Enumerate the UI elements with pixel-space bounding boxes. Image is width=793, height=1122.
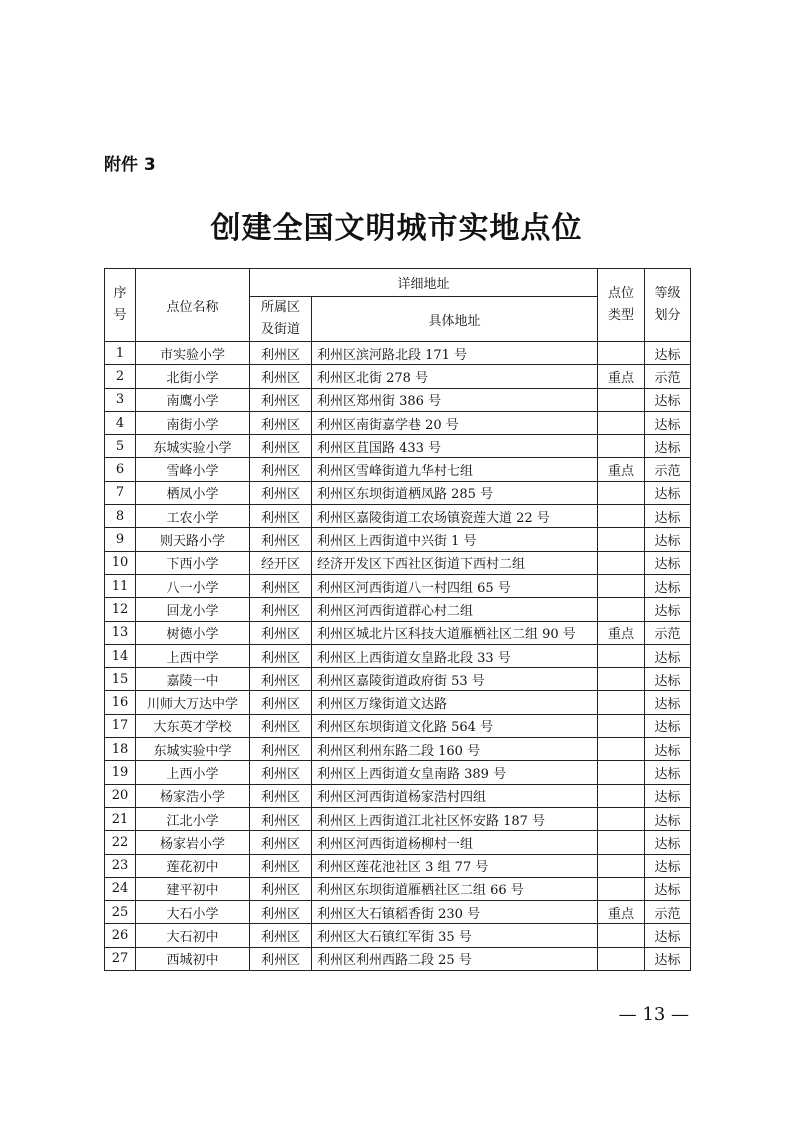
cell-grade: 达标 [645,924,691,947]
cell-grade: 达标 [645,738,691,761]
cell-name: 工农小学 [136,505,250,528]
header-type: 点位类型 [598,269,645,342]
cell-name: 莲花初中 [136,854,250,877]
table-row [105,924,691,947]
cell-address: 利州区南街嘉学巷 20 号 [312,411,598,434]
cell-seq: 7 [105,481,136,504]
cell-seq: 3 [105,388,136,411]
cell-seq: 25 [105,901,136,924]
attachment-label: 附件 3 [104,155,156,175]
cell-address: 利州区万缘街道文达路 [312,691,598,714]
cell-name: 回龙小学 [136,598,250,621]
cell-seq: 27 [105,947,136,970]
cell-grade: 示范 [645,458,691,481]
cell-grade: 达标 [645,435,691,458]
cell-seq: 17 [105,714,136,737]
cell-district: 利州区 [250,691,312,714]
cell-district: 利州区 [250,784,312,807]
cell-district: 利州区 [250,411,312,434]
cell-seq: 24 [105,877,136,900]
cell-district: 利州区 [250,528,312,551]
header-detail-address: 具体地址 [312,297,598,342]
cell-grade: 示范 [645,621,691,644]
cell-address: 利州区河西街道杨柳村一组 [312,831,598,854]
cell-seq: 13 [105,621,136,644]
cell-grade: 达标 [645,691,691,714]
cell-name: 上西小学 [136,761,250,784]
cell-name: 树德小学 [136,621,250,644]
cell-grade: 达标 [645,551,691,574]
cell-type [598,342,645,365]
cell-name: 则天路小学 [136,528,250,551]
cell-seq: 10 [105,551,136,574]
cell-address: 利州区东坝街道栖凤路 285 号 [312,481,598,504]
cell-district: 利州区 [250,668,312,691]
cell-grade: 达标 [645,784,691,807]
table-row [105,621,691,644]
table-row [105,342,691,365]
cell-seq: 5 [105,435,136,458]
table-row [105,528,691,551]
cell-address: 利州区河西街道群心村二组 [312,598,598,621]
cell-name: 北街小学 [136,365,250,388]
cell-seq: 23 [105,854,136,877]
cell-grade: 达标 [645,668,691,691]
cell-name: 川师大万达中学 [136,691,250,714]
cell-name: 大石初中 [136,924,250,947]
cell-type [598,388,645,411]
cell-district: 利州区 [250,505,312,528]
cell-type [598,411,645,434]
cell-district: 利州区 [250,854,312,877]
cell-grade: 达标 [645,807,691,830]
table-row [105,761,691,784]
table-row [105,481,691,504]
table-row [105,668,691,691]
cell-district: 利州区 [250,481,312,504]
cell-grade: 达标 [645,761,691,784]
cell-grade: 达标 [645,505,691,528]
cell-name: 八一小学 [136,574,250,597]
cell-grade: 达标 [645,877,691,900]
header-address-group: 详细地址 [250,269,598,297]
cell-type [598,435,645,458]
table-row [105,877,691,900]
header-name: 点位名称 [136,269,250,342]
cell-type [598,738,645,761]
table-row [105,831,691,854]
table-row [105,784,691,807]
cell-address: 利州区利州东路二段 160 号 [312,738,598,761]
cell-grade: 达标 [645,574,691,597]
cell-district: 利州区 [250,342,312,365]
cell-district: 利州区 [250,924,312,947]
cell-address: 经济开发区下西社区街道下西村二组 [312,551,598,574]
cell-seq: 15 [105,668,136,691]
cell-seq: 21 [105,807,136,830]
cell-type [598,574,645,597]
cell-address: 利州区河西街道杨家浩村四组 [312,784,598,807]
cell-grade: 示范 [645,901,691,924]
cell-grade: 达标 [645,598,691,621]
cell-grade: 达标 [645,388,691,411]
cell-district: 利州区 [250,831,312,854]
cell-address: 利州区城北片区科技大道雁栖社区二组 90 号 [312,621,598,644]
table-row [105,551,691,574]
cell-address: 利州区上西街道女皇南路 389 号 [312,761,598,784]
table-row [105,714,691,737]
cell-seq: 4 [105,411,136,434]
cell-seq: 1 [105,342,136,365]
cell-type [598,481,645,504]
cell-seq: 26 [105,924,136,947]
cell-district: 利州区 [250,947,312,970]
cell-seq: 6 [105,458,136,481]
table-row [105,738,691,761]
cell-grade: 达标 [645,854,691,877]
cell-type: 重点 [598,458,645,481]
cell-grade: 达标 [645,714,691,737]
cell-name: 建平初中 [136,877,250,900]
table-row [105,435,691,458]
cell-type: 重点 [598,365,645,388]
cell-grade: 示范 [645,365,691,388]
cell-district: 利州区 [250,644,312,667]
cell-type [598,505,645,528]
cell-address: 利州区东坝街道雁栖社区二组 66 号 [312,877,598,900]
cell-district: 利州区 [250,738,312,761]
cell-type [598,551,645,574]
cell-address: 利州区上西街道江北社区怀安路 187 号 [312,807,598,830]
cell-address: 利州区雪峰街道九华村七组 [312,458,598,481]
cell-type [598,924,645,947]
cell-name: 东城实验小学 [136,435,250,458]
header-grade: 等级划分 [645,269,691,342]
cell-seq: 19 [105,761,136,784]
cell-type [598,854,645,877]
cell-seq: 22 [105,831,136,854]
cell-grade: 达标 [645,644,691,667]
cell-seq: 12 [105,598,136,621]
cell-name: 江北小学 [136,807,250,830]
cell-name: 杨家岩小学 [136,831,250,854]
table-row [105,458,691,481]
table-row [105,644,691,667]
table-row [105,598,691,621]
cell-type [598,528,645,551]
cell-name: 杨家浩小学 [136,784,250,807]
cell-name: 市实验小学 [136,342,250,365]
cell-district: 利州区 [250,877,312,900]
cell-district: 利州区 [250,807,312,830]
cell-address: 利州区东坝街道文化路 564 号 [312,714,598,737]
cell-name: 大东英才学校 [136,714,250,737]
cell-district: 经开区 [250,551,312,574]
cell-district: 利州区 [250,761,312,784]
cell-name: 上西中学 [136,644,250,667]
cell-seq: 11 [105,574,136,597]
cell-type [598,761,645,784]
document-title: 创建全国文明城市实地点位 [210,211,583,246]
cell-name: 南鹰小学 [136,388,250,411]
cell-type [598,877,645,900]
table-row [105,947,691,970]
cell-address: 利州区大石镇红军街 35 号 [312,924,598,947]
cell-name: 下西小学 [136,551,250,574]
cell-address: 利州区郑州街 386 号 [312,388,598,411]
cell-seq: 20 [105,784,136,807]
cell-address: 利州区上西街道中兴街 1 号 [312,528,598,551]
cell-grade: 达标 [645,947,691,970]
cell-type: 重点 [598,901,645,924]
cell-address: 利州区滨河路北段 171 号 [312,342,598,365]
cell-type [598,947,645,970]
table-row [105,691,691,714]
table-row [105,574,691,597]
cell-grade: 达标 [645,831,691,854]
header-seq: 序号 [105,269,136,342]
cell-seq: 14 [105,644,136,667]
cell-type [598,831,645,854]
cell-district: 利州区 [250,714,312,737]
cell-name: 雪峰小学 [136,458,250,481]
cell-district: 利州区 [250,901,312,924]
cell-address: 利州区北街 278 号 [312,365,598,388]
location-table [104,268,691,971]
table-row [105,807,691,830]
cell-address: 利州区嘉陵街道政府街 53 号 [312,668,598,691]
cell-address: 利州区河西街道八一村四组 65 号 [312,574,598,597]
page-number: — 13 — [618,1004,689,1025]
table-row [105,901,691,924]
cell-address: 利州区嘉陵街道工农场镇瓷莲大道 22 号 [312,505,598,528]
cell-address: 利州区苴国路 433 号 [312,435,598,458]
cell-name: 南街小学 [136,411,250,434]
cell-type [598,668,645,691]
cell-grade: 达标 [645,342,691,365]
cell-district: 利州区 [250,435,312,458]
cell-district: 利州区 [250,388,312,411]
cell-name: 栖凤小学 [136,481,250,504]
cell-type [598,644,645,667]
cell-type [598,784,645,807]
cell-name: 嘉陵一中 [136,668,250,691]
cell-grade: 达标 [645,411,691,434]
cell-district: 利州区 [250,621,312,644]
table-row [105,365,691,388]
cell-seq: 18 [105,738,136,761]
table-row [105,411,691,434]
cell-type: 重点 [598,621,645,644]
cell-district: 利州区 [250,598,312,621]
cell-grade: 达标 [645,481,691,504]
cell-seq: 2 [105,365,136,388]
cell-address: 利州区大石镇稻香街 230 号 [312,901,598,924]
table-row [105,505,691,528]
cell-name: 西城初中 [136,947,250,970]
cell-address: 利州区利州西路二段 25 号 [312,947,598,970]
cell-district: 利州区 [250,458,312,481]
cell-address: 利州区莲花池社区 3 组 77 号 [312,854,598,877]
header-district: 所属区及街道 [250,297,312,342]
cell-type [598,714,645,737]
cell-seq: 16 [105,691,136,714]
cell-type [598,807,645,830]
cell-type [598,691,645,714]
cell-name: 东城实验中学 [136,738,250,761]
cell-type [598,598,645,621]
table-row [105,388,691,411]
cell-name: 大石小学 [136,901,250,924]
cell-district: 利州区 [250,365,312,388]
cell-district: 利州区 [250,574,312,597]
cell-seq: 9 [105,528,136,551]
table-row [105,854,691,877]
cell-grade: 达标 [645,528,691,551]
cell-address: 利州区上西街道女皇路北段 33 号 [312,644,598,667]
cell-seq: 8 [105,505,136,528]
